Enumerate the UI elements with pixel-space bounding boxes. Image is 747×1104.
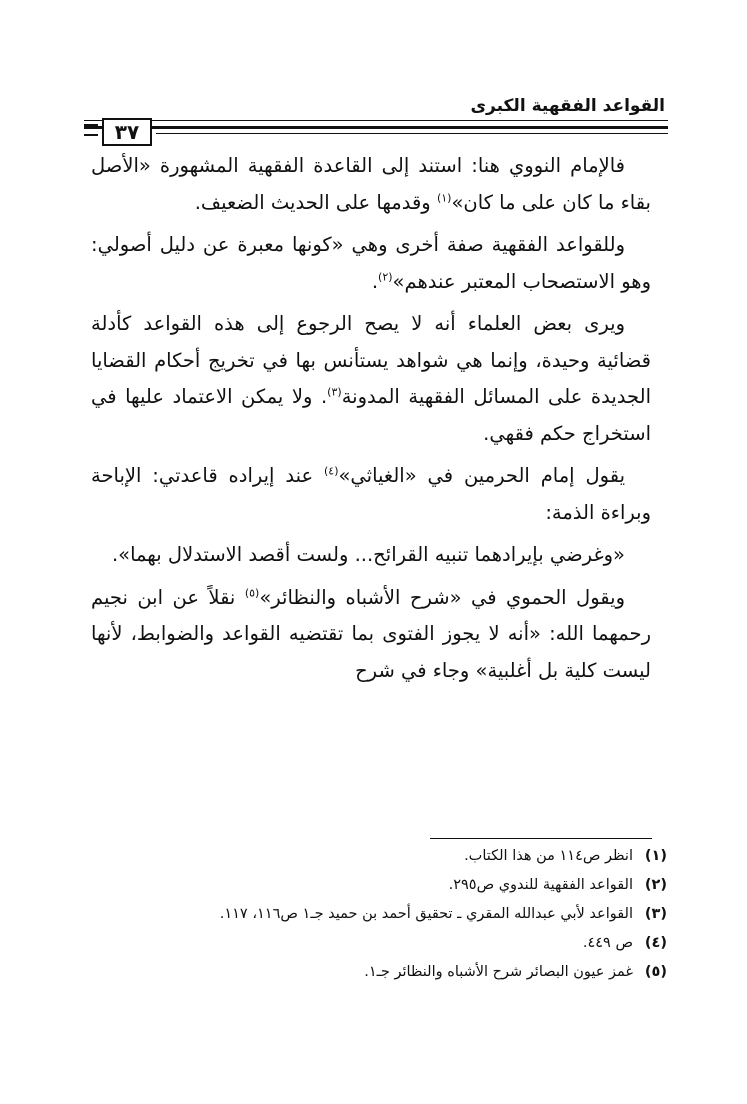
footnote-ref: (٣)	[327, 385, 342, 399]
footnote-text: انظر ص١١٤ من هذا الكتاب.	[464, 848, 633, 864]
footnote-number: (٤)	[644, 935, 667, 951]
paragraph-text: يقول إمام الحرمين في «الغياثي»	[338, 464, 625, 487]
paragraph-text: ويقول الحموي في «شرح الأشباه والنظائر»	[259, 585, 625, 609]
footnote-text: القواعد لأبي عبدالله المقري ـ تحقيق أحمد بن حميد جـ١ ص١١٦، ١١٧.	[219, 906, 633, 922]
paragraph	[91, 148, 651, 221]
header-rule	[84, 126, 668, 129]
quote-paragraph	[91, 537, 651, 574]
footnote-number: (٣)	[644, 906, 667, 922]
footnote	[67, 871, 667, 900]
paragraph-text: نقلاً عن ابن نجيم رحمهما الله: «أنه لا يجوز الفتوى بما تقتضيه القواعد والضوابط، لأنها ليست كلية بل أغلبية» وجاء في شرح	[91, 585, 651, 682]
footnote-separator	[430, 838, 652, 839]
running-header-title: القواعد الفقهية الكبرى	[470, 96, 665, 116]
body-text	[91, 148, 651, 689]
footnote-text: القواعد الفقهية للندوي ص٢٩٥.	[448, 877, 633, 893]
footnote-ref: (٤)	[323, 464, 339, 478]
paragraph-text: ويرى بعض العلماء أنه لا يصح الرجوع إلى هذه القواعد كأدلة قضائية وحيدة، وإنما هي شواهد يستأنس بها في تخريج أحكام القضايا الجديدة على المسائل الفقهية المدونة	[91, 312, 651, 408]
paragraph	[91, 580, 651, 690]
footnote-text: ص ٤٤٩.	[582, 935, 633, 951]
footnote-number: (٥)	[644, 964, 667, 980]
paragraph	[91, 458, 651, 531]
paragraph-text: فالإمام النووي هنا: استند إلى القاعدة الفقهية المشهورة «الأصل بقاء ما كان على ما كان»	[91, 154, 651, 214]
footnote	[67, 842, 667, 871]
paragraph	[91, 306, 651, 452]
footnote	[67, 900, 667, 929]
header-rule	[156, 133, 668, 134]
footnote	[67, 929, 667, 958]
footnote	[67, 958, 667, 987]
page-number: ٣٧	[102, 118, 152, 146]
header-ornament	[84, 134, 98, 136]
footnote-text: غمز عيون البصائر شرح الأشباه والنظائر جـ١.	[364, 964, 633, 980]
footnote-number: (١)	[644, 848, 667, 864]
header-ornament	[84, 124, 98, 126]
header-rule	[84, 120, 668, 121]
paragraph	[91, 227, 651, 300]
paragraph-text: وللقواعد الفقهية صفة أخرى وهي «كونها معبرة عن دليل أصولي: وهو الاستصحاب المعتبر عندهم»	[91, 233, 651, 293]
footnote-ref: (٢)	[378, 270, 393, 283]
paragraph-text: .	[371, 269, 379, 293]
paragraph-text: . ولا يمكن الاعتماد عليها في استخراج حكم فقهي.	[91, 385, 651, 445]
footnote-ref: (٥)	[244, 586, 260, 599]
footnote-number: (٢)	[644, 877, 667, 893]
paragraph-text: وقدمها على الحديث الضعيف.	[194, 190, 437, 214]
paragraph-text: عند إيراده قاعدتي: الإباحة وبراءة الذمة:	[91, 464, 651, 524]
paragraph-text: «وغرضي بإيرادهما تنبيه القرائح... ولست أقصد الاستدلال بهما».	[111, 543, 625, 566]
footnote-ref: (١)	[436, 191, 452, 204]
footnotes	[67, 842, 667, 987]
